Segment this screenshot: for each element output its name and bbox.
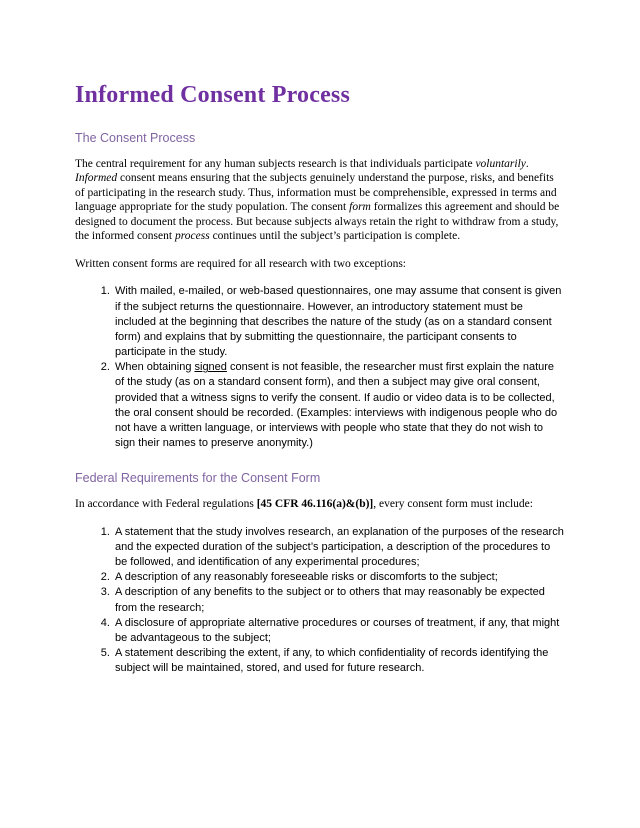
text-segment: signed <box>194 361 227 374</box>
text-segment: continues until the subject’s participation is complete. <box>209 230 461 243</box>
paragraph-federal-regulations-intro <box>75 497 565 511</box>
text-segment: consent is not feasible, the researcher must first explain the nature of the study (as on a standard consent form), and then a subject may give oral consent, provided that a witness signs to verify the consent. If audio or video data is to be collected, the oral consent should be recorded. (Examples: interviews with indigenous people who do not have a written language, or interviews with people who state that they do not wish to sign their names to preserve anonymity.) <box>115 361 558 450</box>
list-item <box>113 585 565 615</box>
text-segment: A disclosure of appropriate alternative procedures or courses of treatment, if any, that might be advantageous to the subject; <box>115 616 560 644</box>
list-item <box>113 646 565 676</box>
list-item <box>113 570 565 585</box>
exceptions-numbered-list <box>75 284 565 451</box>
text-segment: The central requirement for any human subjects research is that individuals participate <box>75 158 476 170</box>
document-title: Informed Consent Process <box>75 82 350 108</box>
text-segment: When obtaining <box>115 361 195 374</box>
text-segment: consent means ensuring that the subjects genuinely understand the purpose, risks, and benefits of participating in the research study. Thus, information must be comprehensible, expressed in terms and language appropriate for the study population. The consent <box>75 172 557 214</box>
text-segment: , every consent form must include: <box>373 498 533 511</box>
text-segment: A statement describing the extent, if any, to which confidentiality of records identifying the subject will be maintained, stored, and used for future research. <box>115 647 549 675</box>
list-item <box>113 284 565 360</box>
text-segment: With mailed, e-mailed, or web-based questionnaires, one may assume that consent is given if the subject returns the questionnaire. However, an introductory statement must be included at the beginning that describes the nature of the study (as on a standard consent form) and explains that by submitting the questionnaire, the participant consents to participate in the study. <box>115 285 562 359</box>
text-segment: A description of any benefits to the subject or to others that may reasonably be expected from the research; <box>115 586 545 614</box>
text-segment: [45 CFR 46.116(a)&(b)] <box>256 498 374 511</box>
paragraph-exceptions-intro <box>75 257 565 271</box>
federal-requirements-numbered-list <box>75 525 565 677</box>
section-heading-federal-requirements: Federal Requirements for the Consent Form <box>75 471 321 486</box>
list-item <box>113 525 565 571</box>
paragraph-consent-overview <box>75 157 565 244</box>
text-segment: In accordance with Federal regulations <box>75 498 257 511</box>
text-segment: form <box>349 201 371 214</box>
text-segment: Written consent forms are required for all research with two exceptions: <box>75 257 406 270</box>
list-item <box>113 360 565 451</box>
text-segment: . <box>525 158 529 170</box>
text-segment: formalizes this agreement and should be designed to document the process. But because subjects always retain the right to withdraw from a study, the informed consent <box>75 201 560 243</box>
text-segment: Informed <box>75 172 118 185</box>
text-segment: A description of any reasonably foreseeable risks or discomforts to the subject; <box>115 571 498 584</box>
text-segment: voluntarily <box>475 158 526 170</box>
text-segment: process <box>174 230 210 243</box>
section-heading-consent-process: The Consent Process <box>75 131 196 145</box>
list-item <box>113 616 565 646</box>
text-segment: A statement that the study involves research, an explanation of the purposes of the research and the expected duration of the subject’s participation, a description of the procedures to be followed, and identification of any experimental procedures; <box>115 525 564 569</box>
